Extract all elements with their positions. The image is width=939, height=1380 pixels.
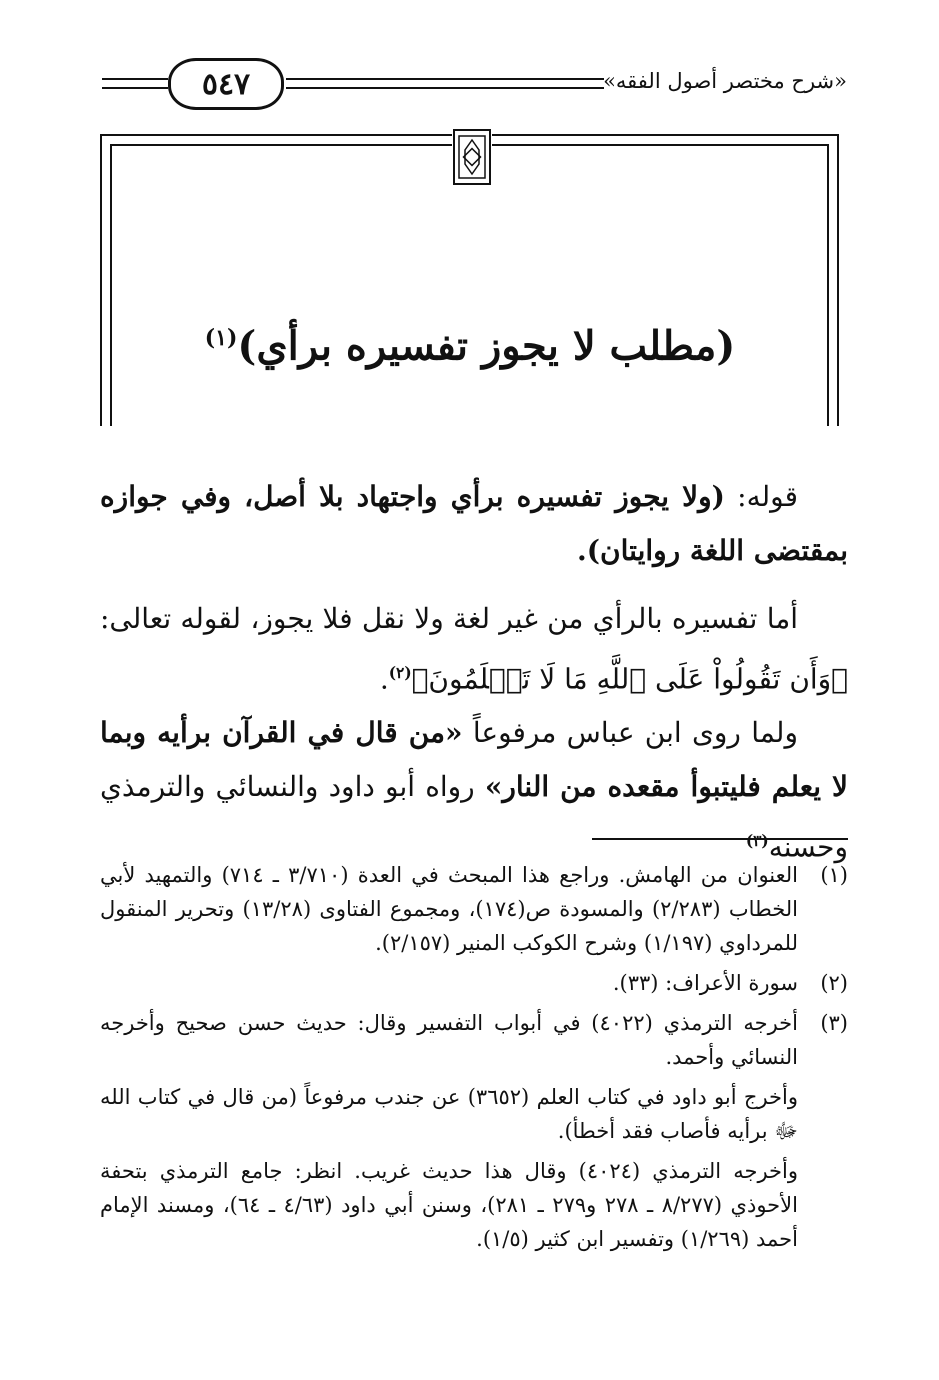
paragraph-hadith xyxy=(100,706,848,874)
p1-lead: قوله: xyxy=(724,480,798,513)
footnote-3-continuation: وأخرج أبو داود في كتاب العلم (٣٦٥٢) عن جندب مرفوعاً (من قال في كتاب الله ﷻ برأيه فأصاب فقد أخطأ). xyxy=(100,1085,799,1143)
hadith-text: «من قال في القرآن برأيه وبما لا يعلم فليتبوأ مقعده من النار» xyxy=(100,716,848,803)
star-ornament-icon xyxy=(452,128,492,186)
footnote-number: (١) xyxy=(820,863,848,887)
p2-end: . xyxy=(379,662,389,696)
p2-text: أما تفسيره بالرأي من غير لغة ولا نقل فلا يجوز، لقوله تعالى: xyxy=(100,602,798,635)
header-rule-right xyxy=(286,78,604,89)
quran-verse: ﴿وَأَن تَقُولُواْ عَلَى ٱللَّهِ مَا لَا تَعۡلَمُونَ﴾ xyxy=(411,662,848,696)
p3-footnote-ref: (٣) xyxy=(745,832,769,850)
p3-text: ولما روى ابن عباس مرفوعاً xyxy=(462,716,798,749)
footnote-text: سورة الأعراف: (٣٣). xyxy=(612,971,798,995)
paragraph-quote xyxy=(100,470,848,578)
running-header-title: «شرح مختصر أصول الفقه» xyxy=(603,69,847,93)
footnote-separator xyxy=(592,838,848,840)
footnote-text: أخرجه الترمذي (٤٠٢٢) في أبواب التفسير وقال: حديث حسن صحيح وأخرجه النسائي وأحمد. xyxy=(100,1011,799,1069)
page-number: ٥٤٧ xyxy=(168,58,284,110)
title-footnote-ref: (١) xyxy=(204,325,238,351)
p2-footnote-ref: (٢) xyxy=(388,664,412,682)
title-frame-inner xyxy=(110,144,829,426)
footnote-text: العنوان من الهامش. وراجع هذا المبحث في العدة (٣/٧١٠ ـ ٧١٤) والتمهيد لأبي الخطاب (٢/٢٨٣) والمسودة ص(١٧٤)، ومجموع الفتاوى (١٣/٢٨) وتحرير المنقول للمرداوي (١/١٩٧) وشرح الكوكب المنير (٢/١٥٧). xyxy=(100,863,799,955)
footnote-3-continuation: وأخرجه الترمذي (٤٠٢٤) وقال هذا حديث غريب. انظر: جامع الترمذي بتحفة الأحوذي (٨/٢٧٧ ـ ٢٧٨ و٢٧٩ ـ ٢٨١)، وسنن أبي داود (٤/٦٣ ـ ٦٤)، ومسند الإمام أحمد (١/٢٦٩) وتفسير ابن كثير (١/٥). xyxy=(100,1159,798,1251)
footnote-number: (٢) xyxy=(820,971,848,995)
footnote-2 xyxy=(100,966,848,1000)
footnotes xyxy=(100,858,848,1262)
section-title xyxy=(140,308,800,376)
section-title-text: (مطلب لا يجوز تفسيره برأي) xyxy=(237,322,736,370)
paragraph-explanation xyxy=(100,592,848,706)
header-rule-left xyxy=(102,78,168,89)
footnote-1 xyxy=(100,858,848,960)
footnote-3 xyxy=(100,1006,848,1074)
p1-quote: (ولا يجوز تفسيره برأي واجتهاد بلا أصل، وفي جوازه بمقتضى اللغة روايتان). xyxy=(100,480,848,567)
footnote-number: (٣) xyxy=(820,1011,848,1035)
p3-rest: رواه أبو داود والنسائي والترمذي وحسنه xyxy=(100,770,848,864)
